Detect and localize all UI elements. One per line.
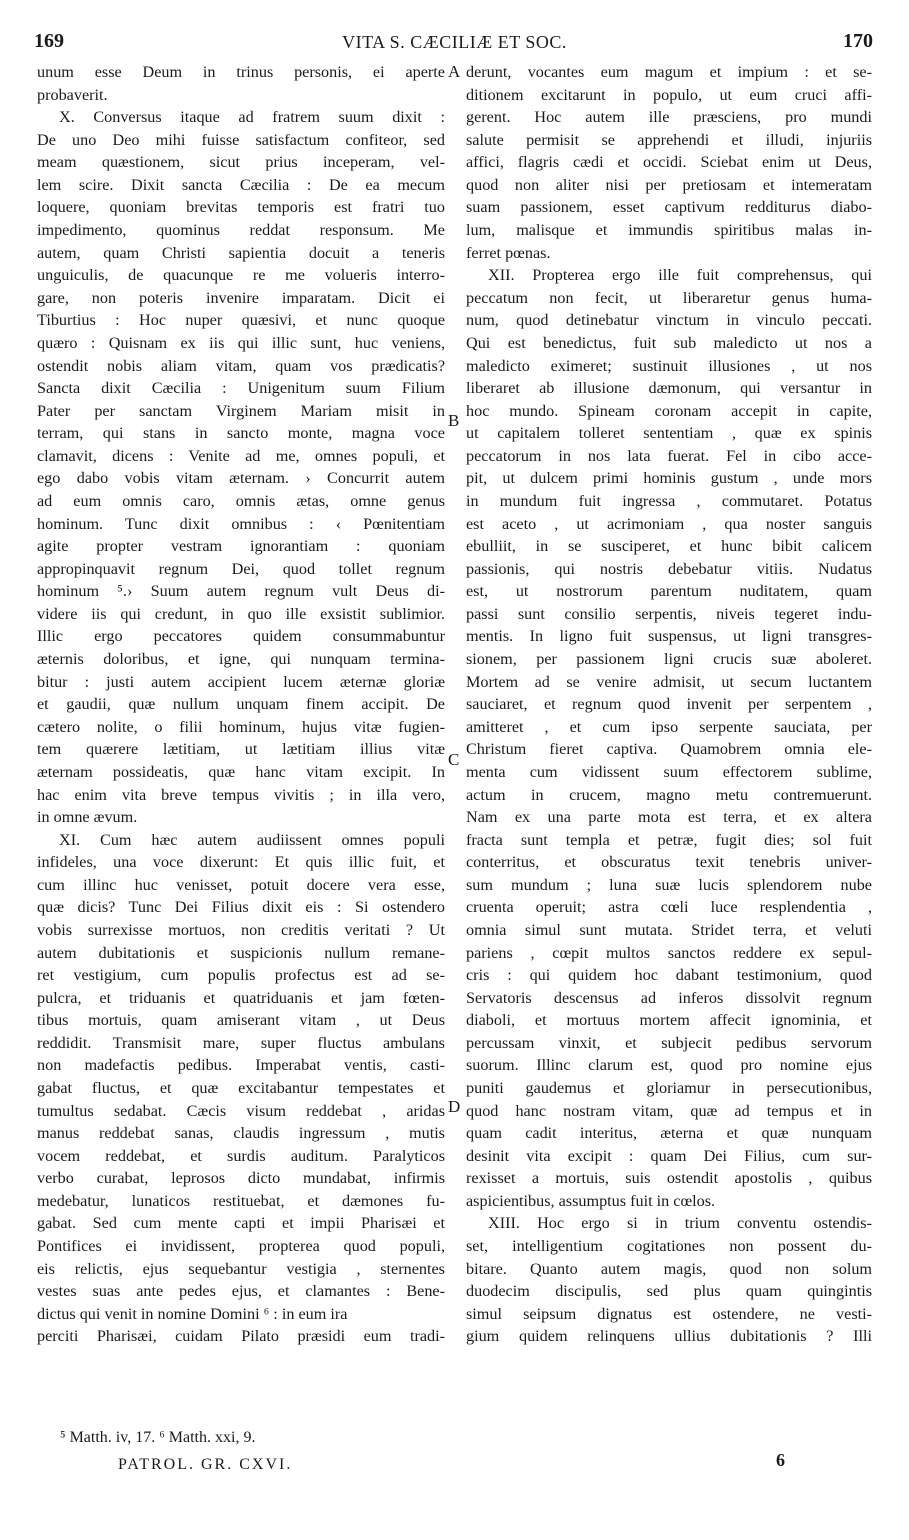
left-column-line: gabat. Sed cum mente capti et impii Pharisæi et [37,1214,445,1233]
left-column-line: infideles, una voce dixerunt: Et quis illic fuit, et [37,853,445,872]
right-column-line: XII. Propterea ergo ille fuit comprehensus, qui [488,266,872,285]
left-column-line: clamavit, dicens : Venite ad me, omnes populi, et [37,446,445,465]
left-column-line: tem quærere lætitiam, ut lætitiam illius vitæ [37,740,445,759]
left-column-line: autem, quam Christi sapientia docuit a teneris [37,243,445,262]
left-column-line: dictus qui venit in nomine Domini ⁶ : in eum ira [37,1304,348,1323]
right-column-line: quod hanc nostram vitam, quæ ad tempus et in [466,1101,872,1120]
right-column-line: liberaret ab illusione dæmonum, qui versantur in [466,379,872,398]
margin-letter-c: C [448,750,460,769]
left-column-line: vestes suas ante pedes ejus, et clamantes : Bene- [37,1282,445,1301]
left-column-line: unguiculis, de quacunque re me volueris interro- [37,266,445,285]
page-number-left: 169 [34,30,64,52]
right-column-line: mentis. In ligno fuit suspensus, ut ligni transgres- [466,627,872,646]
footnotes [60,1424,292,1478]
running-header [0,30,909,56]
left-column-line: Pater per sanctam Virginem Mariam misit in [37,401,445,420]
left-column-line: medebatur, lunaticos restituebat, et dæmones fu- [37,1191,445,1210]
left-column-line: X. Conversus itaque ad fratrem suum dixit : [59,108,445,127]
series-signature: PATROL. GR. CXVI. [118,1456,293,1473]
left-column-line: in omne ævum. [37,808,138,827]
right-column-line: quod non aliter nisi per pretiosam et intemeratam [466,175,872,194]
left-column-line: manus reddebat sanas, claudis ingressum , mutis [37,1124,445,1143]
left-column-line: De uno Deo mihi fuisse satisfactum confiteor, sed [37,130,445,149]
left-column-line: eis relictis, ejus sequebantur vestigia , sternentes [37,1259,445,1278]
right-column-line: sum mundum ; luna suæ lucis splendorem nube [466,875,872,894]
left-column-line: vobis surrexisse mortuos, non creditis veritati ? Ut [37,920,445,939]
left-column-line: et gaudii, quæ nullum unquam finem accipit. De [37,695,445,714]
left-column-line: autem dubitationis et suspicionis nullum remane- [37,943,445,962]
right-column-line: maledicto eximeret; sustinuit illusiones , ut nos [466,356,872,375]
left-column-line: ret vestigium, cum populis profectus est ad se- [37,966,445,985]
left-column-line: pulcra, et triduanis et quatriduanis et jam fœten- [37,988,445,1007]
left-column-line: probaverit. [37,85,108,104]
right-column-line: XIII. Hoc ergo si in trium conventu ostendis- [488,1214,872,1233]
right-column-line: est aceto , ut acrimoniam , qua noster sanguis [466,514,872,533]
left-column-line: hominum. Tunc dixit omnibus : ‹ Pœnitentiam [37,514,445,533]
right-column-line: lum, malisque et immundis spiritibus malas in- [466,221,872,240]
left-column-line: loquere, quoniam brevitas temporis est fratri tuo [37,198,445,217]
right-column-line: gium quidem relinquens ullius dubitationis ? Illi [466,1327,872,1346]
left-column-line: quæ dicis? Tunc Dei Filius dixit eis : Si ostendero [37,898,445,917]
right-column-line: puniti gaudemus et gloriamur in persecutionibus, [466,1079,872,1098]
right-column-line: suam passionem, esset captivum redditurus diabo- [466,198,872,217]
right-column-line: desinit vita excipit : quam Dei Filius, cum sur- [466,1146,872,1165]
right-column-line: Qui est benedictus, fuit sub maledicto ut nos a [466,333,872,352]
left-column-line: ad eum omnis caro, omnis ætas, omne genus [37,491,445,510]
left-column-line: perciti Pharisæi, cuidam Pilato præsidi eum tradi- [37,1327,445,1346]
right-column-line: hoc mundo. Spineam coronam accepit in capite, [466,401,872,420]
left-column-line: Illic ergo peccatores quidem consummabuntur [37,627,445,646]
left-column-line: quæro : Quisnam ex iis qui illic sunt, huc veniens, [37,333,445,352]
left-column-line: unum esse Deum in trinus personis, ei aperte [37,63,445,81]
right-column-line: percussam vinxit, et subjecit pedibus servorum [466,1033,872,1052]
right-column-line: fracta sunt templa et petræ, fugit dies; sol fuit [466,830,872,849]
right-column-line: quam cadit interitus, æterna et quæ nunquam [466,1124,872,1143]
right-column-line: pariens , cœpit multos sanctos reddere ex sepul- [466,943,872,962]
right-column-line: bitare. Quanto autem magis, quod non solum [466,1259,872,1278]
left-column-line: hominum ⁵.› Suum autem regnum vult Deus di- [37,582,445,601]
right-column-line: duodecim discipulis, sed plus quam quingintis [466,1282,872,1301]
left-column-line: videre iis qui credunt, in quo ille exsistit sublimior. [37,604,445,623]
right-column-line: salute permisit se apprehendi et illudi, injuriis [466,130,872,149]
left-column-line: gabat fluctus, et quæ excitabantur tempestates et [37,1079,445,1098]
left-column-line: verbo curabat, leprosos dicto mundabat, infirmis [37,1169,445,1188]
margin-letter-d: D [448,1097,461,1116]
right-column-line: num, quod detinebatur vinctum in vinculo peccati. [466,311,872,330]
right-column-line: sauciaret, et regnum quod invenit per serpentem , [466,695,872,714]
left-column-line: terram, qui stans in sancto monte, magna voce [37,424,445,443]
right-column-line: amitteret , et cum ipso serpente sauciata, per [466,717,872,736]
right-column-line: passionis, qui nostris debebatur vitiis. Nudatus [466,559,872,578]
left-column-line: æternis doloribus, et igne, qui nunquam termina- [37,650,445,669]
left-column-line: hac enim vita breve tempus vivitis ; in illa vero, [37,785,445,804]
right-column-line: ebulliit, in se susciperet, et hunc bibit calicem [466,537,872,556]
left-column-line: reddidit. Transmisit mare, super fluctus ambulans [37,1033,445,1052]
left-column-line: Sancta dixit Cæcilia : Unigenitum suum Filium [37,379,445,398]
right-column-line: menta cum vidissent suum effectorem sublime, [466,762,872,781]
left-column-line: æternam possideatis, quæ hanc vitam excipit. In [37,762,445,781]
right-column-line: conterritus, et obscuratus texit tenebris univer- [466,853,872,872]
left-column-line: XI. Cum hæc autem audiissent omnes populi [59,830,445,849]
left-column-line: cum illinc huc venisset, potuit docere vera esse, [37,875,445,894]
right-column-line: omnia simul sunt mutata. Stridet terra, et veluti [466,920,872,939]
left-column-line: lem scire. Dixit sancta Cæcilia : De ea mecum [37,175,445,194]
right-column-line: Nam ex una parte mota est terra, et ex altera [466,808,872,827]
right-column-line: aspicientibus, assumptus fuit in cœlos. [466,1191,716,1210]
left-column [37,61,445,1348]
left-column-line: bitur : justi autem accipient lucem æternæ gloriæ [37,672,445,691]
left-column-line: meam quæstionem, sicut prius inceperam, vel- [37,153,445,172]
right-column-line: set, intelligentium cogitationes non possent du- [466,1237,872,1256]
left-column-line: tibus mortuis, quam amiserant vitam , ut Deus [37,1011,445,1030]
footnote-references: ⁵ Matth. iv, 17. ⁶ Matth. xxi, 9. [60,1429,256,1446]
right-column-line: gerent. Hoc autem ille præsciens, pro mundi [466,108,872,127]
right-column-line: rexisset a mortuis, suis ostendit apostolis , quibus [466,1169,872,1188]
right-column-line: sionem, per passionem ligni crucis suæ aboleret. [466,650,872,669]
right-column-line: derunt, vocantes eum magum et impium : et se- [466,63,872,81]
left-column-line: Pontifices ei invidissent, propterea quod populi, [37,1237,445,1256]
right-column [466,61,872,1348]
right-column-line: affici, flagris cædi et occidi. Sciebat enim ut Deus, [466,153,872,172]
right-column-line: Servatoris descensus ad inferos dissolvit regnum [466,988,872,1007]
right-column-line: actum in crucem, magno metu contremuerunt. [466,785,872,804]
page-number-right: 170 [843,30,873,52]
right-column-line: diaboli, et mortuus mortem affecit ignominia, et [466,1011,872,1030]
right-column-line: ut capitalem tolleret sententiam , quæ ex spinis [466,424,872,443]
left-column-line: non madefactis pedibus. Imperabat ventis, casti- [37,1056,445,1075]
right-column-line: peccatorum in nos lata fuerat. Fel in cibo acce- [466,446,872,465]
left-column-line: ostendit nobis aliam vitam, quam vos prædicatis? [37,356,445,375]
right-column-line: ditionem excitarunt in populo, ut eum cruci affi- [466,85,872,104]
left-column-line: agite propter vestram ignorantiam : quoniam [37,537,445,556]
right-column-line: simul seipsum dignatus est ostendere, ne vesti- [466,1304,872,1323]
margin-letter-b: B [448,411,460,430]
left-column-line: appropinquavit regnum Dei, quod tollet regnum [37,559,445,578]
right-column-line: cruenta operuit; astra cœli luce resplendentia , [466,898,872,917]
running-title: VITA S. CÆCILIÆ ET SOC. [342,32,567,52]
right-column-line: ferret pœnas. [466,243,551,262]
left-column-line: Tiburtius : Hoc nuper quæsivi, et nunc quoque [37,311,445,330]
left-column-line: vocem reddebat, et surdis auditum. Paralyticos [37,1146,445,1165]
right-column-line: in mundum fuit ingressa , commutaret. Potatus [466,491,872,510]
right-column-line: cris : qui quidem hoc dabant testimonium, quod [466,966,872,985]
right-column-line: est, ut nostrorum parentum nuditatem, quam [466,582,872,601]
margin-letter-a: A [448,62,461,81]
right-column-line: Christum fieret captiva. Quamobrem omnia ele- [466,740,872,759]
right-column-line: passi sunt consilio serpentis, niveis tegeret indu- [466,604,872,623]
left-column-line: gare, non poteris invenire imparatam. Dicit ei [37,288,445,307]
right-column-line: peccatum non fecit, ut liberaretur genus huma- [466,288,872,307]
left-column-line: impedimento, quominus reddat responsum. Me [37,221,445,240]
left-column-line: cætero nolite, o filii hominum, hujus vitæ fugien- [37,717,445,736]
right-column-line: pit, ut dulcem primi hominis gustum , unde mors [466,469,872,488]
left-column-line: tumultus sedabat. Cæcis visum reddebat , aridas [37,1101,445,1120]
right-column-line: Mortem ad se venire admisit, ut secum luctantem [466,672,872,691]
right-column-line: suorum. Illinc clarum est, quod pro nomine ejus [466,1056,872,1075]
left-column-line: ego dabo vobis vitam æternam. › Concurrit autem [37,469,445,488]
gathering-signature: 6 [776,1450,785,1470]
